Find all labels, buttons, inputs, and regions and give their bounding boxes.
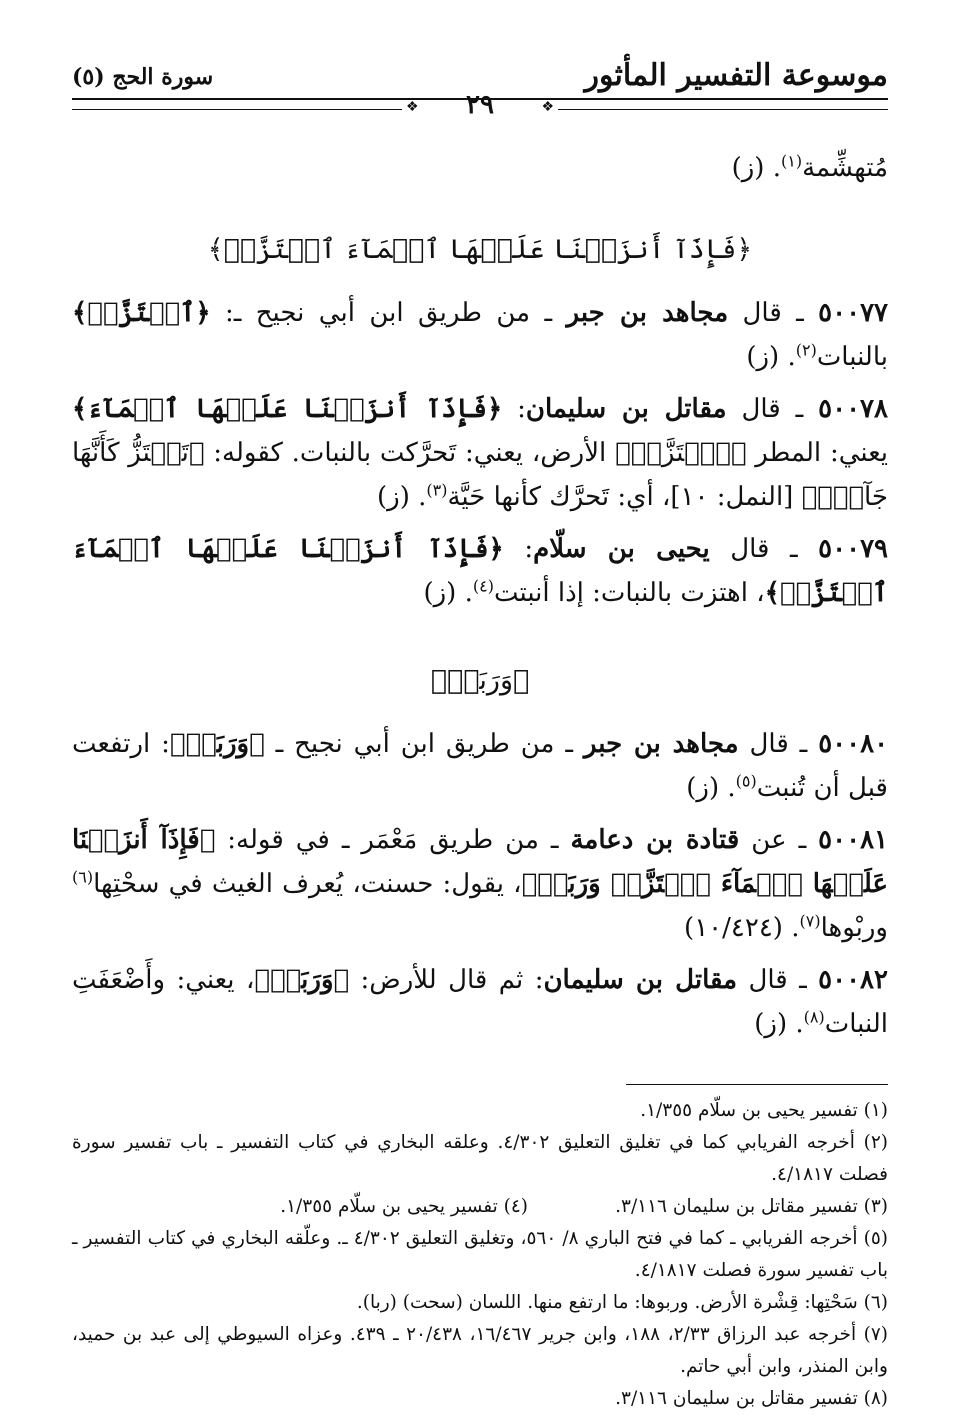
footnote: (٤) تفسير يحيى بن سلّام ١/٣٥٥. [280,1196,528,1217]
continuation-word: مُتهشِّمة [802,153,888,183]
narration-entry [72,527,888,615]
entry-text: ـ قال [728,298,819,328]
ornament-icon: ❖ [406,99,419,115]
narration-entry [72,722,888,810]
narration-entry [72,291,888,379]
footnote-ref: (٢) [795,340,817,360]
footnote-ref: (٤) [472,576,494,596]
page [72,56,888,1415]
narration-number: ٥٠٠٧٩ [818,534,888,564]
source-code: . (ز) [746,342,796,372]
footnote-ref: (١) [780,151,803,171]
footnote: (٣) تفسير مقاتل بن سليمان ٣/١١٦. [615,1196,888,1217]
narrator-name: مجاهد بن جبر [583,729,739,759]
footnote: (١) تفسير يحيى بن سلّام ١/٣٥٥. [640,1100,888,1121]
source-code: . (ز) [377,482,427,512]
narration-number: ٥٠٠٨٢ [818,965,888,995]
narration-entry [72,818,888,950]
narration-number: ٥٠٠٨١ [818,825,888,855]
narration-number: ٥٠٠٨٠ [818,729,889,759]
quran-quote: ﴿وَرَبَتۡ﴾ [169,729,265,759]
quran-quote: ﴿فَإِذَآ أَنزَلۡنَا عَلَيۡهَا ٱلۡمَآءَ﴾ [72,394,503,424]
quran-quote: ﴿فَإِذَآ أَنزَلۡنَا عَلَيۡهَا ٱلۡمَآءَ ٱهۡتَزَّتۡ﴾ [72,534,888,608]
footnote: (٦) سَحْتِها: قِشْرة الأرض. وربوها: ما ارتفع منها. اللسان (سحت) (ربا). [356,1292,888,1313]
entry-text: ، يعني: وأَضْعَفَتِ النبات [72,965,888,1039]
entry-text: ، اهتزت بالنبات: إذا أنبتت [493,578,765,608]
entry-text: : [502,394,526,424]
footnote-pair [72,1191,888,1223]
entry-text: : ارتفعت قبل أن تُنبت [72,729,888,803]
entry-text: ـ قال [709,534,819,564]
narrator-name: قتادة بن دعامة [570,825,740,855]
page-number: ٢٩ [466,90,494,120]
quran-quote: ﴿ٱهۡتَزَّتۡ﴾ [72,298,211,328]
entry-text: ـ من طريق ابن أبي نجيح ـ [264,729,584,759]
footnote: (٧) أخرجه عبد الرزاق ٢/٣٣، ١٨٨، وابن جرير ١٦/٤٦٧، ٢٠/٤٣٨ ـ ٤٣٩. وعزاه السيوطي إلى عبد بن حميد، وابن المنذر، وابن أبي حاتم. [72,1324,888,1377]
verse-heading: ﴿فَإِذَآ أَنزَلۡنَا عَلَيۡهَا ٱلۡمَآءَ ٱهۡتَزَّتۡ﴾ [207,234,753,265]
entry-text: ـ قال [737,965,819,995]
entry-text: ـ قال [738,729,819,759]
entry-text: ـ قال [726,394,819,424]
source-code: . (ز) [754,1009,804,1039]
footnote-ref: (٦) [72,867,94,887]
footnote-ref: (٨) [803,1007,825,1027]
narration-entry [72,387,888,519]
footnote: (٥) أخرجه الفريابي ـ كما في فتح الباري ٨/ ٥٦٠، وتغليق التعليق ٤/٣٠٢ ـ. وعلّقه البخاري في كتاب التفسير ـ باب تفسير سورة فصلت ٤/١٨١٧. [72,1228,888,1281]
entry-text: يعني: المطر ﴿ٱهۡتَزَّتۡ﴾ الأرض، يعني: تَحرَّكت بالنبات. كقوله: ﴿تَهۡتَزُّ كَأَنَّهَا جَآنّٞ﴾ [النمل: ١٠]، أي: تَحرَّك كأنها حَيَّة [72,438,888,512]
footnotes [72,1095,888,1415]
narrator-name: مقاتل بن سليمان [525,394,727,424]
source-code: . (ز) [686,773,736,803]
source-code: . (١٠/٤٢٤) [684,913,800,943]
ornament-icon: ❖ [541,99,554,115]
entry-text: ـ من طريق مَعْمَر ـ في قوله: [215,825,571,855]
narration-number: ٥٠٠٧٧ [818,298,888,328]
source-code: . (ز) [731,153,781,183]
narrator-name: يحيى بن سلّام [533,534,710,564]
continuation-line [72,146,888,190]
entry-text: : [503,534,534,564]
footnote: (٢) أخرجه الفريابي كما في تغليق التعليق ٤/٣٠٢. وعلقه البخاري في كتاب التفسير ـ باب تفسير سورة فصلت ٤/١٨١٧. [72,1132,888,1185]
entry-text: : ثم قال للأرض: [349,965,544,995]
narration-entry [72,958,888,1046]
narrator-name: مجاهد بن جبر [566,298,729,328]
narrator-name: مقاتل بن سليمان [543,965,738,995]
source-code: . (ز) [423,578,473,608]
entry-text: ، يقول: حسنت، يُعرف الغيث في سحْتِها [93,869,522,899]
running-header [72,56,888,126]
book-title: موسوعة التفسير المأثور [584,58,888,93]
surah-title: سورة الحج (٥) [72,64,214,90]
quran-quote: ﴿فَإِذَآ أَنزَلۡنَا عَلَيۡهَا ٱلۡمَآءَ ٱهۡتَزَّتۡ وَرَبَتۡ﴾ [72,825,889,899]
footnote-ref: (٣) [426,480,448,500]
entry-text: ـ من طريق ابن أبي نجيح ـ: [210,298,567,328]
narration-number: ٥٠٠٧٨ [818,394,888,424]
entry-text: وربْوها [820,913,888,943]
footnote-ref: (٧) [799,911,821,931]
verse-heading: ﴿وَرَبَتۡ﴾ [430,665,530,696]
entry-text: بالنبات [816,342,888,372]
entry-text: ـ عن [739,825,819,855]
footnote-separator [626,1084,888,1085]
quran-quote: ﴿وَرَبَتۡ﴾ [254,965,350,995]
footnote-ref: (٥) [735,771,757,791]
footnote: (٨) تفسير مقاتل بن سليمان ٣/١١٦. [615,1388,888,1409]
